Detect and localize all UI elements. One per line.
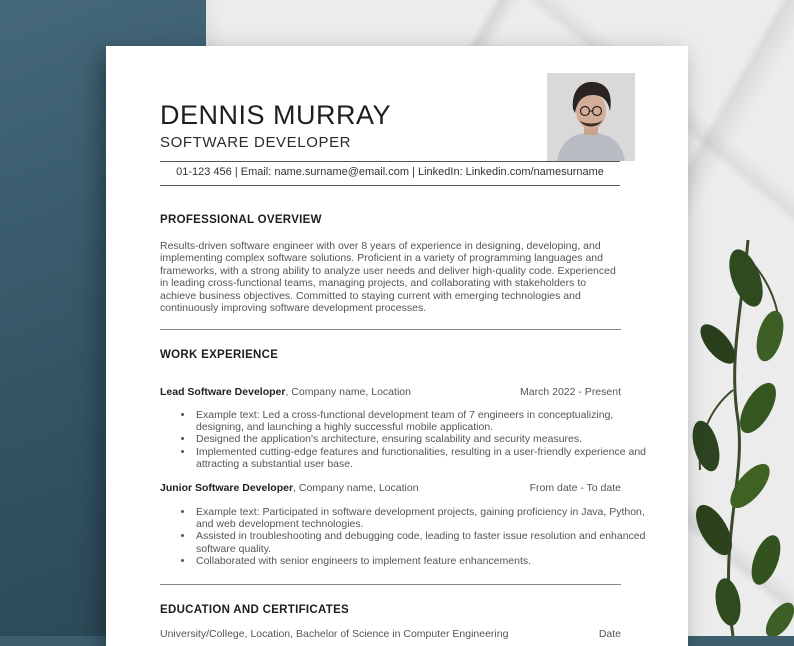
job-bullet: • Example text: Participated in software development projects, gaining proficiency in Java, Python, and web development technologies.	[194, 506, 654, 530]
candidate-name: DENNIS MURRAY	[160, 100, 392, 130]
job-company: , Company name, Location	[293, 482, 419, 494]
candidate-title: SOFTWARE DEVELOPER	[160, 134, 352, 151]
section-divider-work	[160, 584, 621, 585]
job-entry-junior	[160, 482, 621, 494]
job-bullet: • Designed the application's architecture, ensuring scalability and security measures.	[194, 433, 654, 445]
job-bullet: • Implemented cutting-edge features and functionalities, resulting in a user-friendly experience and attracting a substantial user base.	[194, 446, 654, 470]
job-entry-lead	[160, 386, 621, 398]
education-date: Date	[598, 628, 621, 640]
header-divider-bottom	[160, 185, 620, 186]
job-company: , Company name, Location	[285, 386, 411, 398]
profile-photo	[547, 73, 635, 161]
header-divider-top	[160, 161, 620, 162]
job-role: Junior Software Developer	[160, 482, 294, 494]
overview-text: Results-driven software engineer with over 8 years of experience in designing, developing, and implementing complex software solutions. Proficient in a variety of programming languages and frameworks, with a strong ability to analyze user needs and deliver high-quality code. Experienced in leading cross-functional teams, managing projects, and collaborating with stakeholders to achieve business objectives. Committed to staying current with emerging technologies and continuously improving software development processes.	[160, 240, 616, 315]
job-role: Lead Software Developer	[160, 386, 286, 398]
job-date: March 2022 - Present	[520, 386, 621, 398]
education-line: University/College, Location, Bachelor of Science in Computer Engineering	[160, 628, 509, 640]
job-bullet: • Assisted in troubleshooting and debugging code, leading to faster issue resolution and enhanced software quality.	[194, 530, 654, 554]
job-bullet: • Example text: Led a cross-functional development team of 7 engineers in conceptualizing, designing, and launching a highly successful mobile application.	[194, 409, 654, 433]
education-heading: EDUCATION AND CERTIFICATES	[160, 604, 350, 616]
resume-page	[106, 46, 688, 646]
job-bullets-junior	[160, 506, 654, 567]
job-bullet: • Collaborated with senior engineers to implement feature enhancements.	[194, 555, 654, 567]
education-entry	[160, 628, 621, 640]
section-divider-overview	[160, 329, 621, 330]
contact-line: 01-123 456 | Email: name.surname@email.com | LinkedIn: Linkedin.com/namesurname	[176, 166, 604, 178]
job-date: From date - To date	[529, 482, 621, 494]
plant-decoration	[688, 240, 794, 636]
job-bullets-lead	[160, 409, 654, 470]
work-heading: WORK EXPERIENCE	[160, 349, 279, 361]
overview-heading: PROFESSIONAL OVERVIEW	[160, 214, 322, 226]
